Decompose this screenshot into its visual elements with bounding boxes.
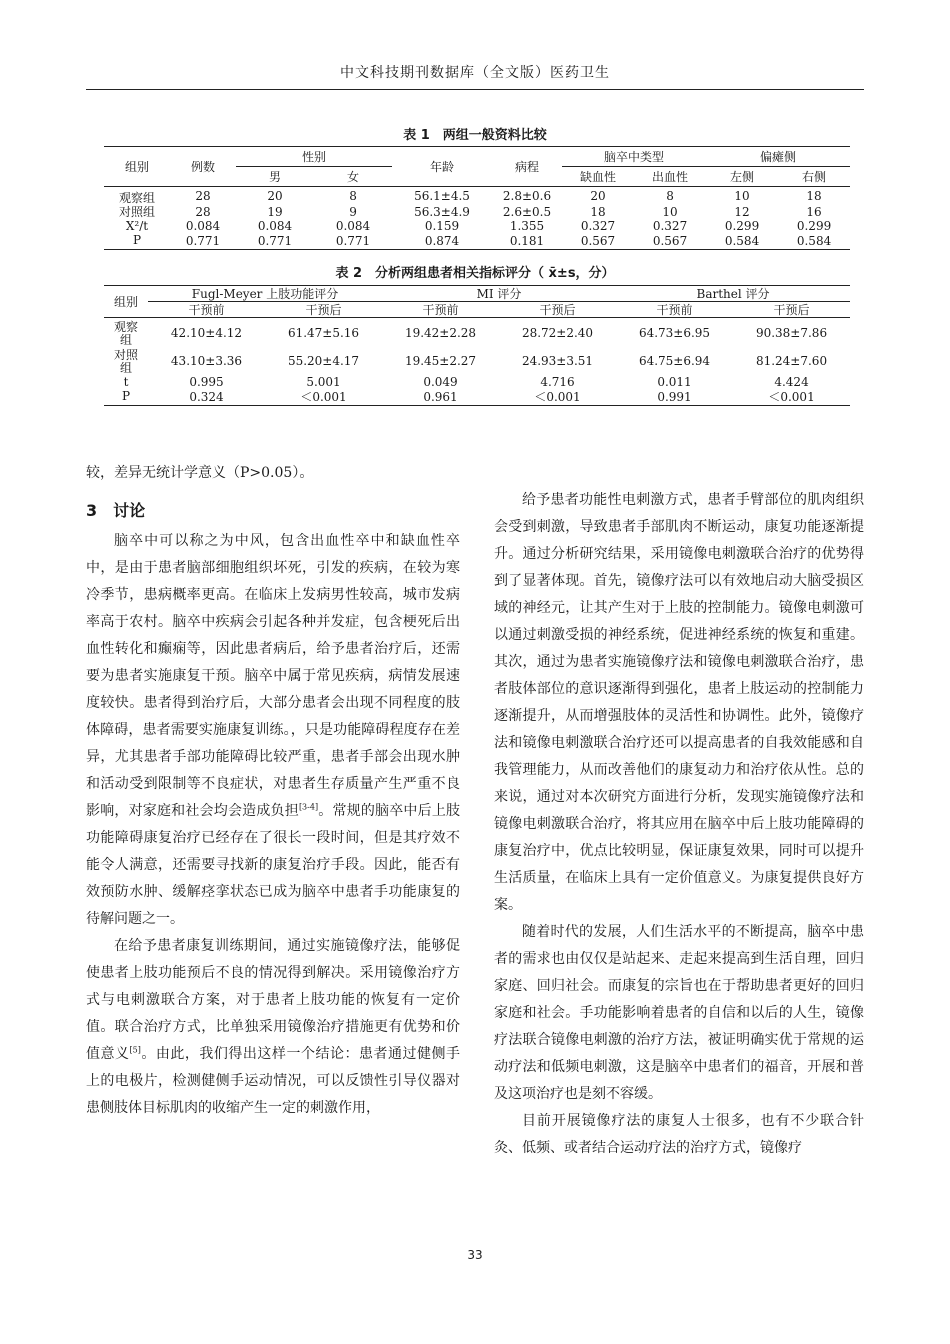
table1-caption: 表 1 两组一般资料比较 (403, 128, 547, 143)
t2-h-mi: MI 评分 (382, 286, 616, 302)
cell: 9 (349, 205, 357, 219)
cell: P (132, 233, 142, 247)
cell: ＜0.001 (768, 390, 815, 404)
citation: [5] (129, 1045, 141, 1055)
cell: 0.771 (257, 234, 293, 248)
table-row (104, 187, 850, 206)
left-column (86, 528, 460, 1122)
text: 在给予患者康复训练期间，通过实施镜像疗法，能够促使患者上肢功能预后不良的情况得到解决。采用镜像治疗方式与电刺激联合方案，对于患者上肢功能的恢复有一定价值。联合治疗方式，比单独采用镜像治疗措施更有优势和价值意义 (86, 938, 460, 1062)
cell: 0.961 (423, 390, 458, 404)
right-column (494, 487, 864, 1162)
table2 (104, 285, 850, 406)
cell: 2.8±0.6 (502, 189, 552, 203)
t2-h-group: 组别 (104, 286, 148, 318)
t1-h-hemi: 偏瘫侧 (706, 147, 850, 167)
cell: 2.6±0.5 (502, 205, 552, 219)
table-row (104, 219, 850, 233)
cell: 28.72±2.40 (521, 325, 594, 340)
citation: [3-4] (298, 802, 319, 812)
cell: 0.299 (724, 219, 760, 233)
cell: 18 (590, 205, 606, 219)
cell: 0.049 (423, 375, 458, 389)
t2-h-fm-post: 干预后 (305, 302, 342, 317)
cell: 0.995 (189, 375, 224, 389)
text: 脑卒中可以称之为中风，包含出血性卒中和缺血性卒中，是由于患者脑部细胞组织坏死，引发的疾病，在较为寒冷季节，患病概率更高。在临床上发病男性较高，城市发病率高于农村。脑卒中疾病会引起各种并发症，包含梗死后出血性转化和癫痫等，因此患者病后，给予患者治疗后，还需要为患者实施康复干预。脑卒中属于常见疾病，病情发展速度较快。患者得到治疗后，大部分患者会出现不同程度的肢体障碍，患者需要实施康复训练。，只是功能障碍程度存在差异，尤其患者手部功能障碍比较严重，患者手部会出现水肿和活动受到限制等不良症状，对患者生存质量产生严重不良影响，对家庭和社会均会造成负担 (86, 533, 460, 819)
t1-h-female: 女 (347, 169, 360, 184)
t1-h-count: 例数 (170, 147, 236, 187)
cell: 20 (267, 189, 283, 203)
lead-text: 较，差异无统计学意义（P>0.05）。 (86, 465, 314, 481)
text: 。常规的脑卒中后上肢功能障碍康复治疗已经存在了很长一段时间，但是其疗效不能令人满意，还需要寻找新的康复治疗手段。因此，能否有效预防水肿、缓解痉挛状态已成为脑卒中患者手功能康复的待解问题之一。 (86, 803, 461, 927)
cell: 0.299 (796, 219, 832, 233)
table-row (104, 318, 850, 348)
cell: 0.084 (185, 219, 221, 233)
cell: 0.327 (652, 219, 688, 233)
cell: 0.324 (189, 390, 224, 404)
cell: 0.584 (724, 234, 760, 248)
table-row (104, 375, 850, 389)
paragraph (86, 528, 460, 933)
table1 (104, 146, 850, 250)
table-row (104, 205, 850, 219)
cell: 10 (662, 205, 678, 219)
t1-h-age: 年龄 (392, 147, 492, 187)
cell: 81.24±7.60 (755, 354, 828, 368)
cell: ＜0.001 (534, 390, 581, 404)
paragraph: 随着时代的发展，人们生活水平的不断提高，脑卒中患者的需求也由仅仅是站起来、走起来提高到生活自理，回归家庭、回归社会。而康复的宗旨也在于帮助患者更好的回归家庭和社会。手功能影响着患者的自信和以后的人生，镜像疗法联合镜像电刺激的治疗方法，被证明确实优于常规的运动疗法和低频电刺激，这是脑卒中患者们的福音，开展和普及这项治疗也是刻不容缓。 (494, 924, 864, 1102)
cell: 0.084 (335, 219, 371, 233)
t1-h-group: 组别 (104, 147, 170, 187)
cell: 0.771 (335, 234, 371, 248)
t1-h-sex: 性别 (236, 147, 392, 167)
cell: 43.10±3.36 (170, 354, 243, 368)
cell: 12 (734, 205, 750, 219)
cell: 64.75±6.94 (638, 354, 711, 368)
cell: 0.874 (424, 234, 460, 248)
running-header: 中文科技期刊数据库（全文版）医药卫生 (86, 62, 864, 90)
table2-caption: 表 2 分析两组患者相关指标评分（ x̄±s，分） (335, 266, 615, 281)
text: 。由此，我们得出这样一个结论：患者通过健侧手上的电极片，检测健侧手运动情况，可以反馈性引导仪器对患侧肢体目标肌肉的收缩产生一定的刺激作用， (86, 1046, 461, 1116)
t2-h-barthel-post: 干预后 (773, 302, 810, 317)
cell: 24.93±3.51 (521, 354, 594, 368)
cell: 19.45±2.27 (404, 354, 477, 368)
cell: 观察组 (113, 320, 138, 347)
cell: 0.159 (424, 219, 460, 233)
cell: 观察组 (118, 191, 155, 205)
t1-h-hemorrhagic: 出血性 (652, 169, 689, 184)
cell: 0.991 (657, 390, 692, 404)
t1-h-stroke-type: 脑卒中类型 (562, 147, 706, 167)
cell: 4.424 (774, 375, 809, 389)
cell: 0.567 (580, 234, 616, 248)
cell: 1.355 (509, 219, 545, 233)
cell: 0.327 (580, 219, 616, 233)
cell: t (123, 375, 129, 389)
cell: 56.1±4.5 (414, 189, 470, 203)
cell: 20 (590, 189, 606, 203)
page-number: 33 (467, 1248, 483, 1262)
cell: ＜0.001 (300, 390, 347, 404)
t1-h-male: 男 (268, 169, 281, 184)
cell: 18 (806, 189, 822, 203)
paragraph: 给予患者功能性电刺激方式，患者手臂部位的肌肉组织会受到刺激，导致患者手部肌肉不断运动，康复功能逐渐提升。通过分析研究结果，采用镜像电刺激联合治疗的优势得到了显著体现。首先，镜像疗法可以有效地启动大脑受损区域的神经元，让其产生对于上肢的控制能力。镜像电刺激可以通过刺激受损的神经系统，促进神经系统的恢复和重建。其次，通过为患者实施镜像疗法和镜像电刺激联合治疗，患者肢体部位的意识逐渐得到强化，患者上肢运动的控制能力逐渐提升，从而增强肢体的灵活性和协调性。此外，镜像疗法和镜像电刺激联合治疗还可以提高患者的自我效能感和自我管理能力，从而改善他们的康复动力和治疗依从性。总的来说，通过对本次研究方面进行分析，发现实施镜像疗法和镜像电刺激联合治疗，将其应用在脑卒中后上肢功能障碍的康复治疗中，优点比较明显，保证康复效果，同时可以提升生活质量，在临床上具有一定价值意义。为康复提供良好方案。 (494, 492, 864, 913)
cell: 对照组 (113, 348, 138, 375)
cell: 5.001 (306, 375, 341, 389)
cell: 0.771 (185, 234, 221, 248)
cell: 19 (267, 205, 283, 219)
section-heading: 3 讨论 (86, 501, 146, 520)
t1-h-ischemic: 缺血性 (580, 169, 617, 184)
cell: 56.3±4.9 (414, 205, 470, 219)
t2-h-fm-pre: 干预前 (188, 302, 225, 317)
cell: 61.47±5.16 (287, 325, 360, 340)
cell: 对照组 (118, 205, 155, 219)
cell: P (121, 389, 131, 403)
table-row (104, 347, 850, 375)
t2-h-mi-post: 干预后 (539, 302, 576, 317)
cell: 0.181 (509, 234, 545, 248)
cell: X²/t (125, 219, 149, 233)
paragraph (86, 933, 460, 1122)
cell: 16 (806, 205, 822, 219)
table-row (104, 389, 850, 406)
t2-h-mi-pre: 干预前 (422, 302, 459, 317)
cell: 19.42±2.28 (404, 325, 477, 340)
cell: 90.38±7.86 (755, 325, 828, 340)
cell: 0.084 (257, 219, 293, 233)
cell: 0.567 (652, 234, 688, 248)
cell: 8 (666, 189, 674, 203)
table-row (104, 233, 850, 250)
cell: 8 (349, 189, 357, 203)
t1-h-left: 左侧 (730, 169, 755, 184)
cell: 28 (195, 205, 211, 219)
t1-h-right: 右侧 (802, 169, 827, 184)
cell: 4.716 (540, 375, 575, 389)
t2-h-fm: Fugl-Meyer 上肢功能评分 (148, 286, 382, 302)
t2-h-barthel: Barthel 评分 (616, 286, 850, 302)
lead-line (86, 460, 466, 487)
cell: 64.73±6.95 (638, 325, 711, 340)
cell: 10 (734, 189, 750, 203)
t1-h-course: 病程 (492, 147, 562, 187)
cell: 55.20±4.17 (287, 354, 360, 368)
cell: 0.011 (657, 375, 692, 389)
cell: 0.584 (796, 234, 832, 248)
cell: 28 (195, 189, 211, 203)
paragraph: 目前开展镜像疗法的康复人士很多，也有不少联合针灸、低频、或者结合运动疗法的治疗方式，镜像疗 (494, 1113, 864, 1156)
cell: 42.10±4.12 (170, 325, 243, 340)
t2-h-barthel-pre: 干预前 (656, 302, 693, 317)
